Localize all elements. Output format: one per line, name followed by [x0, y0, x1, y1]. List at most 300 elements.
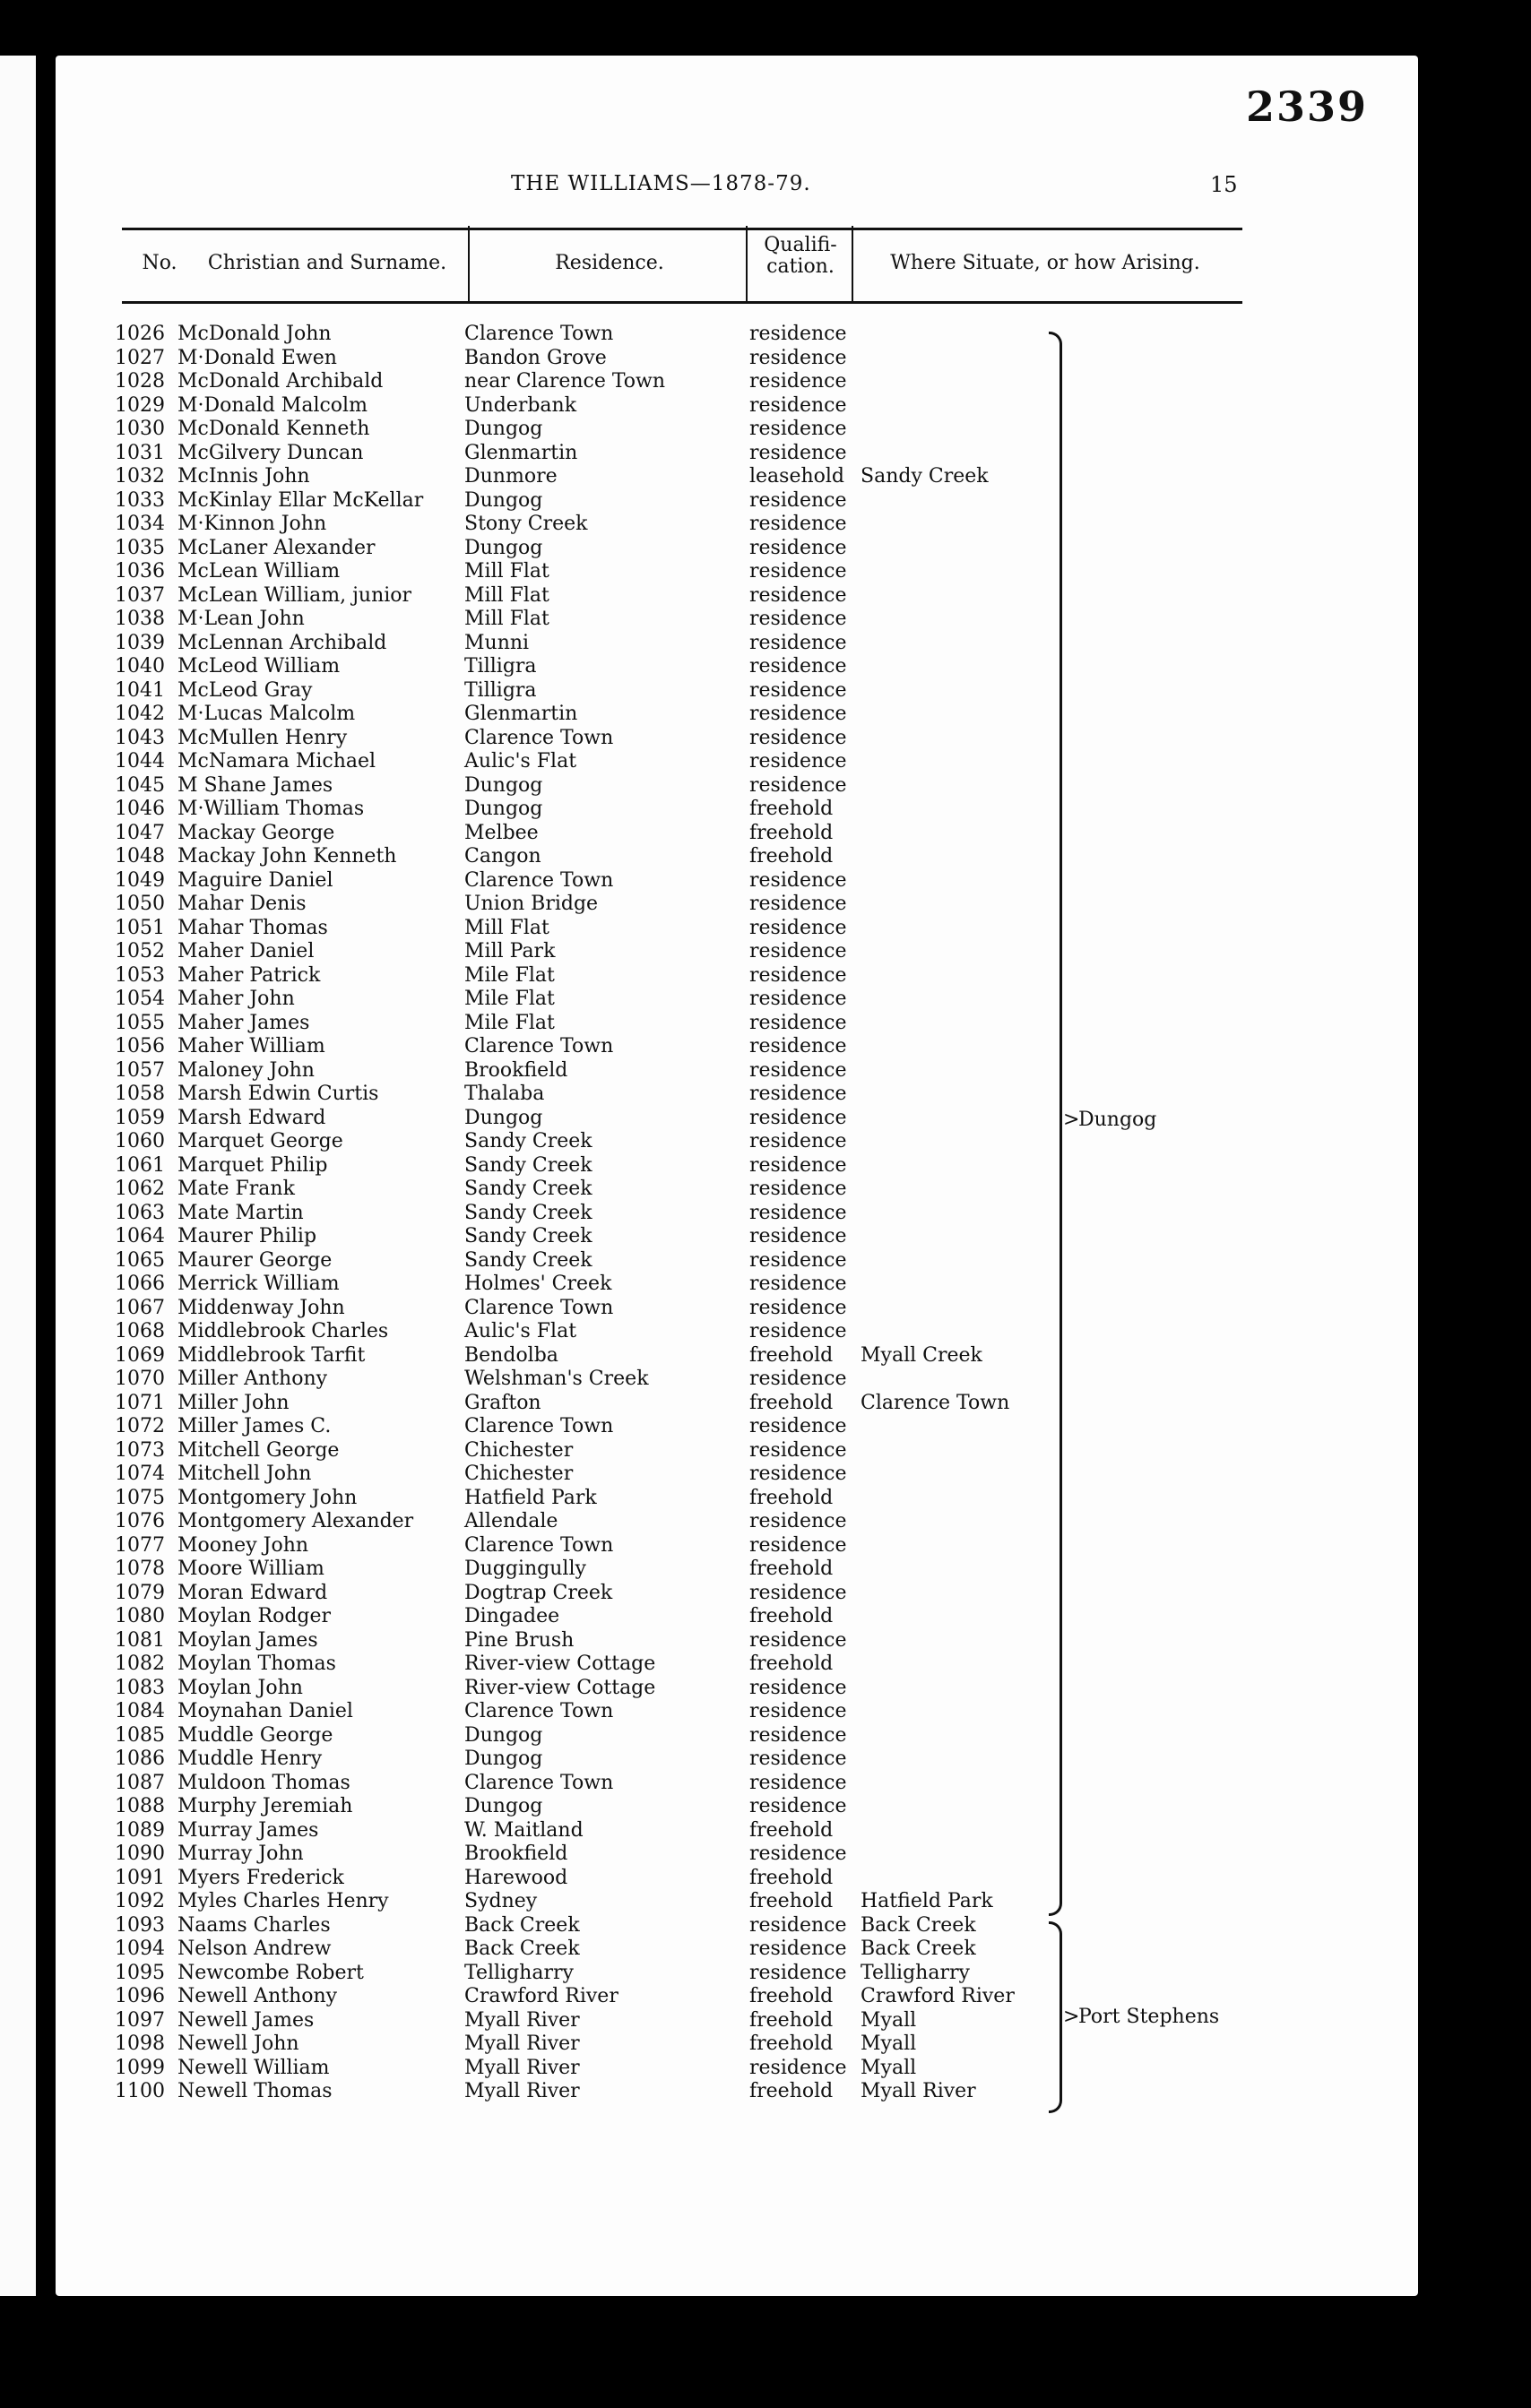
table-row	[0, 1938, 1255, 1962]
qualification-cell: freehold	[749, 1391, 834, 1414]
qualification-cell: residence	[749, 1153, 847, 1177]
row-number: 1076	[115, 1510, 165, 1532]
elector-name: Newell James	[177, 2008, 315, 2032]
table-row	[0, 893, 1255, 917]
row-number: 1073	[115, 1438, 165, 1462]
row-number: 1037	[115, 583, 165, 607]
qualification-cell: residence	[749, 1795, 847, 1817]
elector-name: Moynahan Daniel	[177, 1700, 353, 1722]
col-header-qualification: Qualifi- cation.	[764, 234, 837, 278]
table-row	[0, 418, 1255, 442]
elector-name: M·Kinnon John	[177, 513, 327, 535]
dungog-brace	[1049, 332, 1062, 1916]
elector-name: M·Lucas Malcolm	[177, 703, 356, 725]
elector-name: Mackay John Kenneth	[177, 845, 397, 867]
elector-name: Marquet George	[177, 1130, 343, 1152]
residence-cell: Clarence Town	[464, 1700, 614, 1722]
table-row	[0, 442, 1255, 466]
row-number: 1034	[115, 513, 165, 535]
elector-name: Maher Daniel	[177, 940, 315, 962]
residence-cell: Clarence Town	[464, 1533, 614, 1557]
residence-cell: River-view Cottage	[464, 1676, 656, 1699]
qualification-cell: residence	[749, 916, 847, 939]
row-number: 1093	[115, 1913, 165, 1937]
row-number: 1067	[115, 1296, 165, 1319]
row-number: 1059	[115, 1106, 165, 1129]
qualification-cell: residence	[749, 1533, 847, 1557]
qualification-cell: residence	[749, 1011, 847, 1034]
elector-name: Maher James	[177, 1011, 310, 1034]
elector-name: Maurer Philip	[177, 1225, 317, 1247]
where-situate-cell: Myall River	[861, 2080, 976, 2102]
table-row	[0, 1534, 1255, 1558]
qualification-cell: residence	[749, 393, 847, 417]
table-row	[0, 1225, 1255, 1249]
residence-cell: Grafton	[464, 1391, 541, 1414]
table-row	[0, 1368, 1255, 1392]
residence-cell: Sandy Creek	[464, 1130, 593, 1152]
elector-name: Marsh Edwin Curtis	[177, 1083, 379, 1105]
group-label-port-stephens: Port Stephens	[1078, 2006, 1220, 2028]
qualification-cell: residence	[749, 1628, 847, 1652]
residence-cell: Sydney	[464, 1890, 538, 1912]
row-number: 1082	[115, 1653, 165, 1675]
residence-cell: Chichester	[464, 1463, 574, 1485]
residence-cell: Bandon Grove	[464, 346, 607, 369]
qualification-cell: residence	[749, 1438, 847, 1462]
qualification-cell: residence	[749, 1106, 847, 1129]
residence-cell: Chichester	[464, 1438, 574, 1462]
row-number: 1061	[115, 1153, 165, 1177]
table-row	[0, 1273, 1255, 1297]
qualification-cell: residence	[749, 1201, 847, 1224]
row-number: 1032	[115, 465, 165, 488]
row-number: 1071	[115, 1391, 165, 1414]
table-row	[0, 1130, 1255, 1154]
elector-name: McLean William	[177, 560, 341, 583]
table-row	[0, 1724, 1255, 1748]
qualification-cell: residence	[749, 868, 847, 892]
residence-cell: Dungog	[464, 1748, 543, 1770]
row-number: 1086	[115, 1748, 165, 1770]
table-row	[0, 1083, 1255, 1107]
residence-cell: Mill Flat	[464, 916, 549, 939]
qualification-cell: residence	[749, 1225, 847, 1247]
row-number: 1078	[115, 1558, 165, 1580]
qualification-cell: residence	[749, 1581, 847, 1604]
table-row	[0, 2057, 1255, 2081]
table-row	[0, 1035, 1255, 1059]
residence-cell: Mile Flat	[464, 963, 555, 987]
residence-cell: Myall River	[464, 2080, 580, 2102]
qualification-cell: residence	[749, 1510, 847, 1532]
residence-cell: Dungog	[464, 798, 543, 820]
table-row	[0, 465, 1255, 489]
residence-cell: Underbank	[464, 393, 577, 417]
table-row	[0, 1487, 1255, 1511]
elector-name: Newell John	[177, 2033, 299, 2055]
residence-cell: Sandy Creek	[464, 1178, 593, 1200]
elector-name: Murray James	[177, 1818, 319, 1842]
qualification-cell: residence	[749, 418, 847, 440]
table-row	[0, 632, 1255, 656]
elector-name: Newell Anthony	[177, 1985, 338, 2007]
row-number: 1027	[115, 346, 165, 369]
table-row	[0, 1605, 1255, 1629]
row-number: 1068	[115, 1320, 165, 1342]
residence-cell: Bendolba	[464, 1343, 558, 1367]
table-row	[0, 537, 1255, 561]
table-row	[0, 2080, 1255, 2104]
where-situate-cell: Back Creek	[861, 1913, 976, 1937]
row-number: 1083	[115, 1676, 165, 1699]
row-number: 1051	[115, 916, 165, 939]
residence-cell: Holmes' Creek	[464, 1273, 612, 1295]
table-row	[0, 845, 1255, 869]
qualification-cell: residence	[749, 583, 847, 607]
table-row	[0, 703, 1255, 727]
elector-name: Maher Patrick	[177, 963, 321, 987]
qualification-cell: residence	[749, 1415, 847, 1437]
table-row	[0, 1320, 1255, 1344]
qualification-cell: residence	[749, 940, 847, 962]
column-divider	[852, 226, 853, 301]
elector-name: Mate Martin	[177, 1201, 304, 1224]
residence-cell: Mile Flat	[464, 1011, 555, 1034]
elector-name: Nelson Andrew	[177, 1938, 332, 1960]
row-number: 1048	[115, 845, 165, 867]
elector-name: Montgomery John	[177, 1486, 358, 1509]
qualification-cell: residence	[749, 1700, 847, 1722]
residence-cell: Dungog	[464, 418, 543, 440]
residence-cell: Tilligra	[464, 655, 537, 678]
table-row	[0, 2033, 1255, 2057]
row-number: 1070	[115, 1368, 165, 1390]
table-row	[0, 323, 1255, 347]
row-number: 1069	[115, 1343, 165, 1367]
qualification-cell: residence	[749, 1035, 847, 1057]
residence-cell: Mill Flat	[464, 583, 549, 607]
table-row	[0, 1772, 1255, 1796]
row-number: 1081	[115, 1628, 165, 1652]
qualification-cell: freehold	[749, 821, 834, 844]
running-head: THE WILLIAMS—1878-79.	[511, 172, 811, 195]
elector-name: McLaner Alexander	[177, 536, 376, 559]
table-row	[0, 1202, 1255, 1226]
row-number: 1050	[115, 893, 165, 915]
qualification-cell: residence	[749, 608, 847, 630]
table-row	[0, 1962, 1255, 1986]
residence-cell: Dogtrap Creek	[464, 1581, 613, 1604]
residence-cell: Dungog	[464, 1795, 543, 1817]
elector-name: Marquet Philip	[177, 1153, 328, 1177]
residence-cell: Brookfield	[464, 1058, 568, 1082]
table-row	[0, 1582, 1255, 1606]
elector-name: Mahar Denis	[177, 893, 307, 915]
elector-name: McLennan Archibald	[177, 631, 387, 654]
row-number: 1088	[115, 1795, 165, 1817]
elector-name: Moran Edward	[177, 1581, 328, 1604]
elector-name: M·Donald Ewen	[177, 346, 337, 369]
table-row	[0, 1629, 1255, 1653]
residence-cell: Aulic's Flat	[464, 750, 577, 772]
row-number: 1066	[115, 1273, 165, 1295]
row-number: 1036	[115, 560, 165, 583]
residence-cell: Mill Flat	[464, 560, 549, 583]
port-stephens-brace	[1049, 1921, 1062, 2113]
row-number: 1092	[115, 1890, 165, 1912]
residence-cell: Myall River	[464, 2056, 580, 2079]
row-number: 1049	[115, 868, 165, 892]
row-number: 1089	[115, 1818, 165, 1842]
table-row	[0, 1510, 1255, 1534]
row-number: 1062	[115, 1178, 165, 1200]
header-bottom-rule	[122, 301, 1242, 304]
elector-name: McLeod Gray	[177, 678, 313, 702]
table-row	[0, 1344, 1255, 1368]
row-number: 1030	[115, 418, 165, 440]
elector-name: Miller John	[177, 1391, 290, 1414]
qualification-cell: residence	[749, 893, 847, 915]
elector-name: Montgomery Alexander	[177, 1510, 414, 1532]
residence-cell: Hatfield Park	[464, 1486, 597, 1509]
elector-name: Myles Charles Henry	[177, 1890, 389, 1912]
table-row	[0, 1867, 1255, 1891]
elector-name: Moylan Thomas	[177, 1653, 336, 1675]
row-number: 1045	[115, 773, 165, 797]
qualification-cell: residence	[749, 773, 847, 797]
col-header-where: Where Situate, or how Arising.	[890, 252, 1200, 274]
where-situate-cell: Sandy Creek	[861, 465, 989, 488]
elector-name: Newell William	[177, 2056, 330, 2079]
row-number: 1072	[115, 1415, 165, 1437]
qualification-cell: residence	[749, 346, 847, 369]
row-number: 1033	[115, 488, 165, 512]
table-row	[0, 1795, 1255, 1819]
residence-cell: Clarence Town	[464, 323, 614, 345]
elector-name: Middlebrook Charles	[177, 1320, 389, 1342]
qualification-cell: residence	[749, 1463, 847, 1485]
residence-cell: Clarence Town	[464, 726, 614, 749]
row-number: 1040	[115, 655, 165, 678]
residence-cell: Mile Flat	[464, 988, 555, 1010]
elector-name: Mate Frank	[177, 1178, 295, 1200]
where-situate-cell: Back Creek	[861, 1938, 976, 1960]
table-row	[0, 489, 1255, 514]
table-row	[0, 750, 1255, 774]
group-label-dungog: Dungog	[1078, 1109, 1157, 1131]
row-number: 1052	[115, 940, 165, 962]
row-number: 1075	[115, 1486, 165, 1509]
row-number: 1079	[115, 1581, 165, 1604]
qualification-cell: residence	[749, 1938, 847, 1960]
row-number: 1044	[115, 750, 165, 772]
qualification-cell: residence	[749, 1130, 847, 1152]
table-row	[0, 1012, 1255, 1036]
qualification-cell: residence	[749, 370, 847, 393]
row-number: 1096	[115, 1985, 165, 2007]
table-row	[0, 655, 1255, 679]
elector-name: Newell Thomas	[177, 2080, 333, 2102]
qualification-cell: freehold	[749, 1818, 834, 1842]
table-row	[0, 1890, 1255, 1914]
row-number: 1055	[115, 1011, 165, 1034]
elector-name: McGilvery Duncan	[177, 441, 364, 464]
table-row	[0, 1439, 1255, 1463]
table-row	[0, 608, 1255, 632]
residence-cell: Allendale	[464, 1510, 558, 1532]
row-number: 1047	[115, 821, 165, 844]
table-row	[0, 584, 1255, 608]
qualification-cell: residence	[749, 1248, 847, 1272]
row-number: 1077	[115, 1533, 165, 1557]
residence-cell: Union Bridge	[464, 893, 599, 915]
table-row	[0, 1059, 1255, 1083]
row-number: 1063	[115, 1201, 165, 1224]
residence-cell: Melbee	[464, 821, 539, 844]
residence-cell: Sandy Creek	[464, 1153, 593, 1177]
qualification-cell: freehold	[749, 798, 834, 820]
elector-name: Muldoon Thomas	[177, 1771, 350, 1794]
qualification-cell: residence	[749, 1723, 847, 1747]
table-row	[0, 1392, 1255, 1416]
table-row	[0, 869, 1255, 893]
residence-cell: Duggingully	[464, 1558, 586, 1580]
row-number: 1031	[115, 441, 165, 464]
residence-cell: Dungog	[464, 773, 543, 797]
residence-cell: Clarence Town	[464, 1771, 614, 1794]
elector-name: Moylan Rodger	[177, 1605, 332, 1627]
elector-name: McMullen Henry	[177, 726, 348, 749]
residence-cell: Back Creek	[464, 1913, 580, 1937]
col-header-name: Christian and Surname.	[207, 252, 447, 274]
row-number: 1065	[115, 1248, 165, 1272]
qualification-cell: freehold	[749, 2008, 834, 2032]
table-row	[0, 1415, 1255, 1439]
where-situate-cell: Telligharry	[861, 1961, 970, 1984]
where-situate-cell: Myall	[861, 2033, 917, 2055]
where-situate-cell: Clarence Town	[861, 1391, 1010, 1414]
table-row	[0, 1558, 1255, 1582]
table-row	[0, 1463, 1255, 1487]
table-row	[0, 560, 1255, 584]
elector-name: Naams Charles	[177, 1913, 331, 1937]
row-number: 1043	[115, 726, 165, 749]
row-number: 1039	[115, 631, 165, 654]
qualification-cell: residence	[749, 1178, 847, 1200]
qualification-cell: residence	[749, 678, 847, 702]
residence-cell: Harewood	[464, 1866, 568, 1889]
elector-name: Muddle George	[177, 1723, 333, 1747]
table-row	[0, 1249, 1255, 1273]
elector-name: Miller Anthony	[177, 1368, 328, 1390]
qualification-cell: residence	[749, 1320, 847, 1342]
residence-cell: Clarence Town	[464, 1035, 614, 1057]
elector-name: Miller James C.	[177, 1415, 332, 1437]
table-row	[0, 513, 1255, 537]
qualification-cell: residence	[749, 1771, 847, 1794]
page-number: 15	[1210, 172, 1238, 197]
residence-cell: Back Creek	[464, 1938, 580, 1960]
residence-cell: Brookfield	[464, 1843, 568, 1865]
residence-cell: Thalaba	[464, 1083, 545, 1105]
table-row	[0, 1914, 1255, 1938]
residence-cell: Mill Park	[464, 940, 556, 962]
table-row	[0, 1178, 1255, 1202]
brace-point: >	[1063, 1109, 1080, 1131]
elector-name: M·Donald Malcolm	[177, 393, 368, 417]
qualification-cell: residence	[749, 513, 847, 535]
qualification-cell: residence	[749, 726, 847, 749]
table-row	[0, 822, 1255, 846]
table-row	[0, 394, 1255, 419]
elector-name: Maher William	[177, 1035, 325, 1057]
residence-cell: Sandy Creek	[464, 1201, 593, 1224]
row-number: 1099	[115, 2056, 165, 2079]
row-number: 1094	[115, 1938, 165, 1960]
qualification-cell: residence	[749, 1748, 847, 1770]
elector-name: Mitchell George	[177, 1438, 340, 1462]
elector-name: Merrick William	[177, 1273, 340, 1295]
qualification-cell: residence	[749, 441, 847, 464]
qualification-cell: residence	[749, 963, 847, 987]
residence-cell: River-view Cottage	[464, 1653, 656, 1675]
row-number: 1080	[115, 1605, 165, 1627]
qualification-cell: residence	[749, 1843, 847, 1865]
table-row	[0, 370, 1255, 394]
qualification-cell: residence	[749, 323, 847, 345]
elector-name: Murphy Jeremiah	[177, 1795, 353, 1817]
qualification-cell: freehold	[749, 1343, 834, 1367]
qualification-cell: freehold	[749, 1985, 834, 2007]
residence-cell: Stony Creek	[464, 513, 588, 535]
residence-cell: Aulic's Flat	[464, 1320, 577, 1342]
elector-name: M·Lean John	[177, 608, 305, 630]
row-number: 1053	[115, 963, 165, 987]
residence-cell: Telligharry	[464, 1961, 574, 1984]
qualification-cell: residence	[749, 631, 847, 654]
residence-cell: Myall River	[464, 2033, 580, 2055]
brace-point: >	[1063, 2006, 1080, 2028]
row-number: 1057	[115, 1058, 165, 1082]
row-number: 1091	[115, 1866, 165, 1889]
row-number: 1029	[115, 393, 165, 417]
table-row	[0, 1653, 1255, 1677]
residence-cell: Dungog	[464, 1723, 543, 1747]
residence-cell: Dungog	[464, 536, 543, 559]
qualification-cell: residence	[749, 1058, 847, 1082]
residence-cell: Clarence Town	[464, 1296, 614, 1319]
residence-cell: Munni	[464, 631, 530, 654]
qualification-cell: residence	[749, 1676, 847, 1699]
elector-name: Mahar Thomas	[177, 916, 328, 939]
row-number: 1064	[115, 1225, 165, 1247]
residence-cell: Crawford River	[464, 1985, 618, 2007]
row-number: 1060	[115, 1130, 165, 1152]
residence-cell: Cangon	[464, 845, 541, 867]
residence-cell: Dungog	[464, 1106, 543, 1129]
qualification-cell: residence	[749, 1273, 847, 1295]
elector-name: Muddle Henry	[177, 1748, 323, 1770]
table-row	[0, 988, 1255, 1012]
elector-name: Maurer George	[177, 1248, 333, 1272]
stamp-number: 2339	[1246, 82, 1369, 131]
table-row	[0, 917, 1255, 941]
table-row	[0, 1700, 1255, 1724]
where-situate-cell: Hatfield Park	[861, 1890, 993, 1912]
row-number: 1056	[115, 1035, 165, 1057]
qualification-cell: residence	[749, 1368, 847, 1390]
